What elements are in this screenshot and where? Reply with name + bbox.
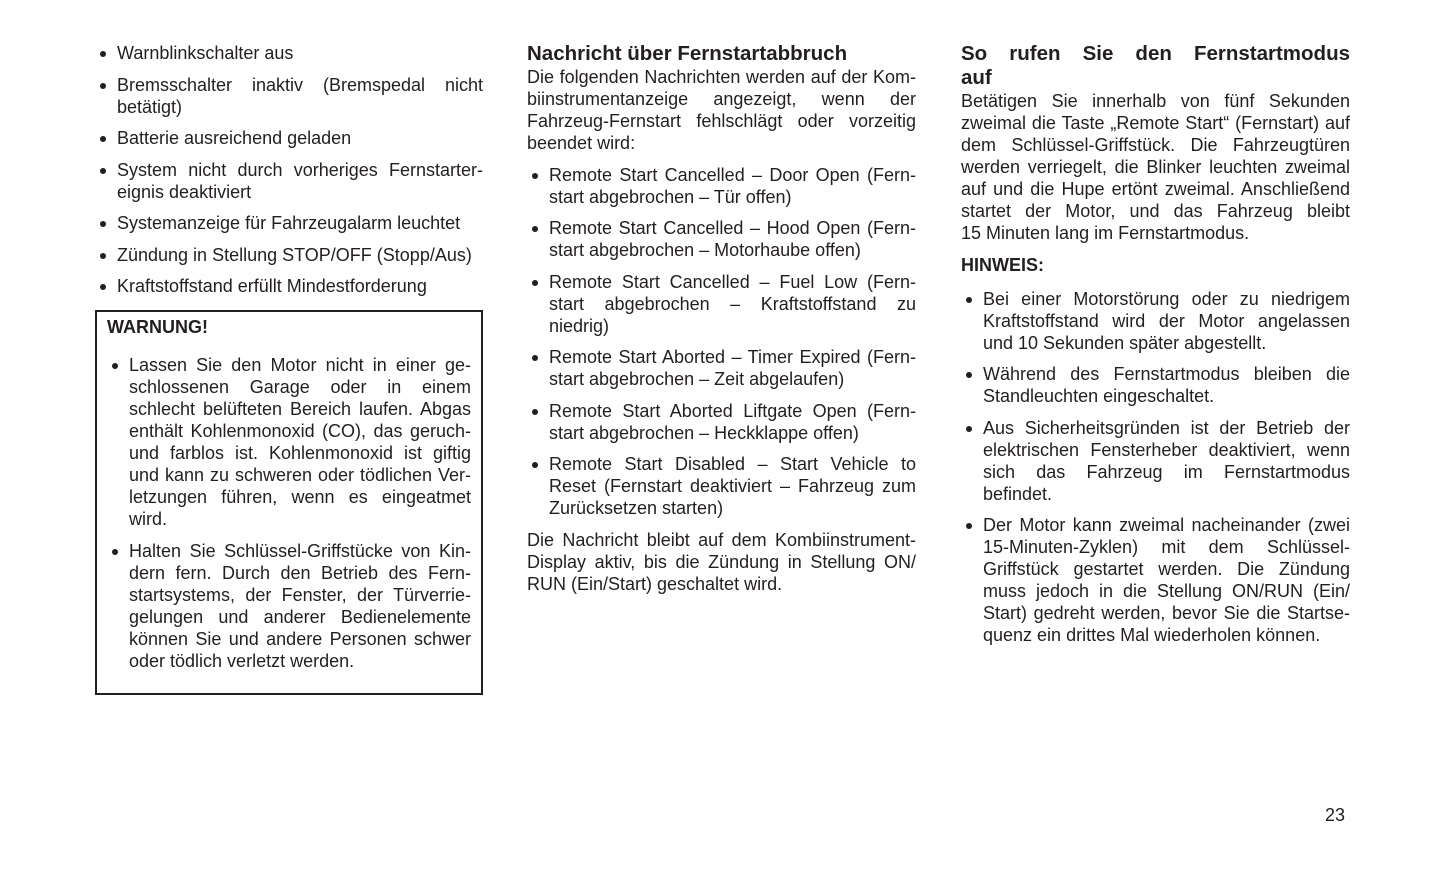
bullet-item xyxy=(961,288,1350,354)
bullet-item xyxy=(95,74,483,118)
text-line: Kraftstoffstand erfüllt Mindestforderung xyxy=(117,276,427,296)
text-line: Reset (Fernstart deaktiviert – Fahrzeug zum xyxy=(549,476,916,496)
text-line: Remote Start Aborted Liftgate Open (Fern- xyxy=(549,400,916,421)
bullet-item xyxy=(961,363,1350,407)
section-heading xyxy=(961,42,1350,90)
text-line: werden verriegelt, die Blinker leuchten zweimal xyxy=(961,157,1350,177)
text-line: und farblos ist. Kohlenmonoxid ist giftig xyxy=(129,443,471,463)
bullet-item xyxy=(527,271,916,337)
text-line: Der Motor kann zweimal nacheinander (zwei xyxy=(983,515,1350,535)
text-line: start abgebrochen – Motorhaube offen) xyxy=(549,240,861,260)
text-line: Bei einer Motorstörung oder zu niedrigem xyxy=(983,288,1350,309)
text-line: Remote Start Disabled – Start Vehicle to xyxy=(549,454,916,474)
text-line: Remote Start Cancelled – Fuel Low (Fern- xyxy=(549,271,916,292)
bullet-item xyxy=(527,453,916,519)
text-line: biinstrumentanzeige angezeigt, wenn der xyxy=(527,89,916,109)
bullet-item xyxy=(95,275,483,297)
warning-box xyxy=(95,310,483,695)
text-line: start abgebrochen – Zeit abgelaufen) xyxy=(549,369,845,389)
page-number: 23 xyxy=(1325,805,1346,825)
text-line: Nachricht über Fernstartabbruch xyxy=(527,42,848,65)
text-line: quenz ein drittes Mal wiederholen können. xyxy=(983,625,1321,645)
text-line: enthält Kohlenmonoxid (CO), das geruch- xyxy=(129,421,471,441)
text-line: startet der Motor, und das Fahrzeug bleibt xyxy=(961,201,1350,221)
text-line: Systemanzeige für Fahrzeugalarm leuchtet xyxy=(117,213,461,233)
right-column xyxy=(961,42,1350,656)
text-line: betätigt) xyxy=(117,96,183,117)
text-line: Remote Start Aborted – Timer Expired (Fern- xyxy=(549,347,916,367)
text-line: schlecht belüfteten Bereich laufen. Abgas xyxy=(129,399,471,419)
bullet-item xyxy=(95,244,483,266)
bullet-item xyxy=(95,212,483,234)
text-line: Display aktiv, bis die Zündung in Stellung ON/ xyxy=(527,551,916,572)
middle-column xyxy=(527,42,916,604)
text-line: start abgebrochen – Heckklappe offen) xyxy=(549,422,859,443)
text-line: Standleuchten eingeschaltet. xyxy=(983,386,1215,406)
section-heading xyxy=(527,42,916,66)
text-line: Lassen Sie den Motor nicht in einer ge- xyxy=(129,355,471,375)
text-line: elektrischen Fensterheber deaktiviert, wenn xyxy=(983,439,1350,460)
left-column xyxy=(95,42,483,695)
bullet-item xyxy=(961,514,1350,646)
text-line: Die Nachricht bleibt auf dem Kombiinstrument- xyxy=(527,529,916,550)
text-line: sich das Fahrzeug im Fernstartmodus xyxy=(983,461,1350,482)
text-line: dem Schlüssel-Griffstück. Die Fahrzeugtüren xyxy=(961,135,1350,155)
warning-title: WARNUNG! xyxy=(107,317,208,337)
text-line: startsystems, der Fenster, der Türverrie- xyxy=(129,584,471,605)
text-line: So rufen Sie den Fernstartmodus xyxy=(961,42,1350,65)
note-label: HINWEIS: xyxy=(961,254,1044,275)
text-line: wird. xyxy=(129,509,168,529)
text-line: Griffstück gestartet werden. Die Zündung xyxy=(983,559,1350,579)
bullet-item xyxy=(961,417,1350,505)
text-line: oder tödlich verletzt werden. xyxy=(129,650,355,671)
intro-paragraph xyxy=(961,90,1350,244)
text-line: beendet wird: xyxy=(527,133,636,153)
bullet-item xyxy=(527,400,916,444)
text-line: Halten Sie Schlüssel-Griffstücke von Kin- xyxy=(129,540,471,561)
text-line: schlossenen Garage oder in einem xyxy=(129,377,471,397)
text-line: befindet. xyxy=(983,483,1053,504)
text-line: gelungen und anderer Bedienelemente xyxy=(129,606,471,627)
closing-paragraph xyxy=(527,529,916,595)
text-line: Aus Sicherheitsgründen ist der Betrieb der xyxy=(983,417,1350,438)
bullet-item xyxy=(95,159,483,203)
text-line: System nicht durch vorheriges Fernstarter- xyxy=(117,159,483,180)
text-line: Zündung in Stellung STOP/OFF (Stopp/Aus) xyxy=(117,244,472,265)
text-line: zweimal die Taste „Remote Start“ (Fernstart) auf xyxy=(961,113,1350,133)
message-list xyxy=(527,164,916,520)
bullet-item xyxy=(95,127,483,149)
bullet-item xyxy=(95,42,483,64)
text-line: Während des Fernstartmodus bleiben die xyxy=(983,364,1350,384)
text-line: 15-Minuten-Zyklen) mit dem Schlüssel- xyxy=(983,537,1350,557)
bullet-item xyxy=(527,346,916,390)
text-line: start abgebrochen – Kraftstoffstand zu xyxy=(549,293,916,314)
text-line: Fahrzeug-Fernstart fehlschlägt oder vorzeitig xyxy=(527,111,916,131)
text-line: und 10 Sekunden später abgestellt. xyxy=(983,332,1267,353)
text-line: Warnblinkschalter aus xyxy=(117,43,294,63)
text-line: RUN (Ein/Start) geschaltet wird. xyxy=(527,573,783,594)
intro-paragraph xyxy=(527,66,916,154)
bullet-item xyxy=(107,540,471,672)
text-line: Bremsschalter inaktiv (Bremspedal nicht xyxy=(117,74,483,95)
bullet-item xyxy=(527,164,916,208)
text-line: dern fern. Durch den Betrieb des Fern- xyxy=(129,562,471,583)
prerequisite-list xyxy=(95,42,483,297)
bullet-item xyxy=(527,217,916,261)
text-line: auf xyxy=(961,66,992,89)
text-line: Betätigen Sie innerhalb von fünf Sekunden xyxy=(961,91,1350,111)
text-line: niedrig) xyxy=(549,315,610,336)
text-line: können Sie und andere Personen schwer xyxy=(129,628,471,649)
text-line: Remote Start Cancelled – Hood Open (Fern- xyxy=(549,218,916,238)
text-line: start abgebrochen – Tür offen) xyxy=(549,186,792,207)
text-line: 15 Minuten lang im Fernstartmodus. xyxy=(961,223,1250,243)
text-line: Zurücksetzen starten) xyxy=(549,498,724,518)
text-line: Batterie ausreichend geladen xyxy=(117,128,352,148)
warning-list xyxy=(107,354,471,672)
text-line: eignis deaktiviert xyxy=(117,181,252,202)
text-line: muss jedoch in die Stellung ON/RUN (Ein/ xyxy=(983,581,1350,601)
text-line: letzungen führen, wenn es eingeatmet xyxy=(129,487,471,507)
text-line: und kann zu schweren oder tödlichen Ver- xyxy=(129,465,471,485)
bullet-item xyxy=(107,354,471,530)
text-line: Remote Start Cancelled – Door Open (Fern- xyxy=(549,164,916,185)
text-line: Start) gedreht werden, bevor Sie die Startse- xyxy=(983,603,1350,623)
text-line: Kraftstoffstand wird der Motor angelassen xyxy=(983,310,1350,331)
note-list xyxy=(961,288,1350,647)
text-line: Die folgenden Nachrichten werden auf der Kom- xyxy=(527,67,916,87)
text-line: auf und die Hupe ertönt zweimal. Anschließend xyxy=(961,179,1350,199)
